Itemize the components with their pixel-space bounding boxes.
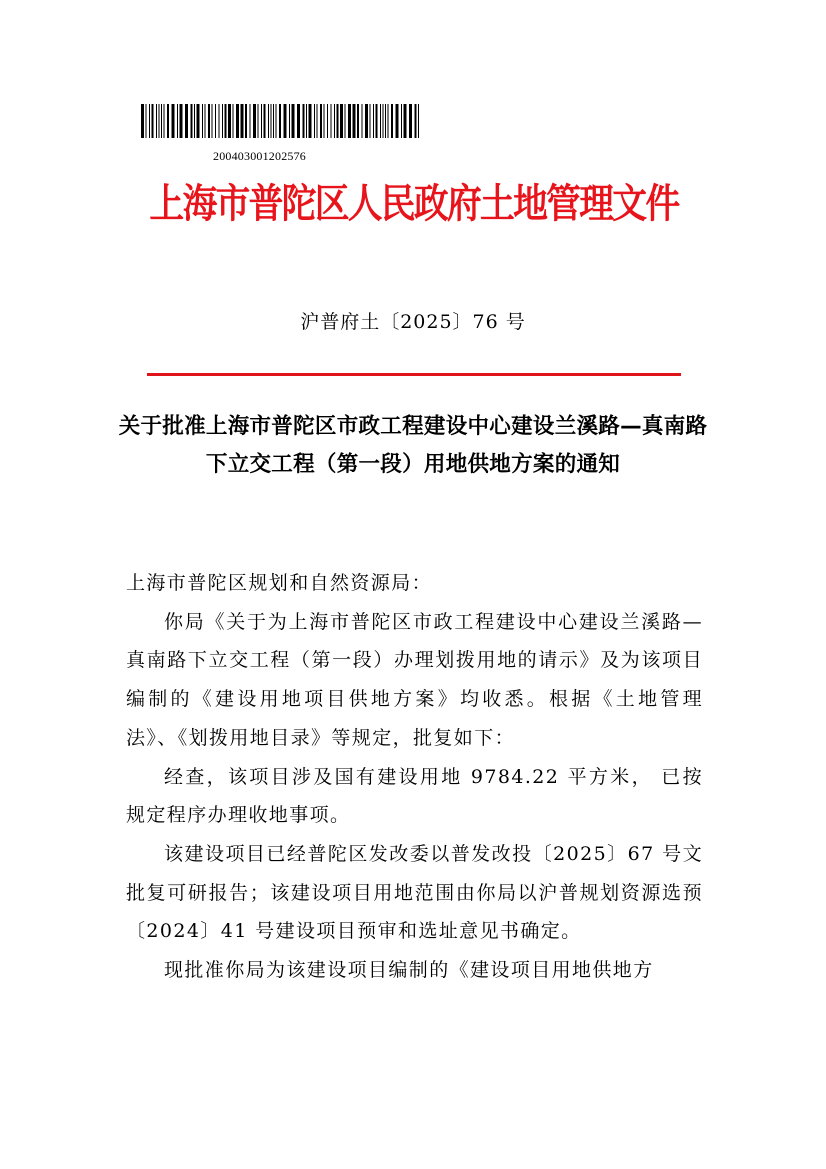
body-paragraph-1: 你局《关于为上海市普陀区市政工程建设中心建设兰溪路—真南路下立交工程（第一段）办理划拨用地的请示》及为该项目编制的《建设用地项目供地方案》均收悉。根据《土地管理法》、《划拨用地目录》等规定，批复如下：: [126, 610, 703, 749]
body-paragraph-4: 现批准你局为该建设项目编制的《建设项目用地供地方: [164, 959, 654, 982]
addressee: 上海市普陀区规划和自然资源局：: [126, 572, 433, 594]
document-number: 沪普府土〔2025〕76 号: [300, 311, 526, 333]
body-paragraph-2: 经查，该项目涉及国有建设用地 9784.22 平方米， 已按规定程序办理收地事项。: [126, 765, 703, 827]
body-paragraph-3: 该建设项目已经普陀区发改委以普发改投〔2025〕67 号文批复可研报告；该建设项目用地范围由你局以沪普规划资源选预〔2024〕41 号建设项目预审和选址意见书确定。: [126, 842, 703, 943]
barcode: [141, 104, 421, 138]
barcode-number: 200403001202576: [213, 149, 306, 163]
document-header-title: 上海市普陀区人民政府土地管理文件: [149, 180, 679, 227]
notice-title: 关于批准上海市普陀区市政工程建设中心建设兰溪路—真南路下立交工程（第一段）用地供地方案的通知: [118, 414, 708, 477]
document-body: [126, 564, 703, 990]
red-separator-rule: [147, 373, 681, 376]
